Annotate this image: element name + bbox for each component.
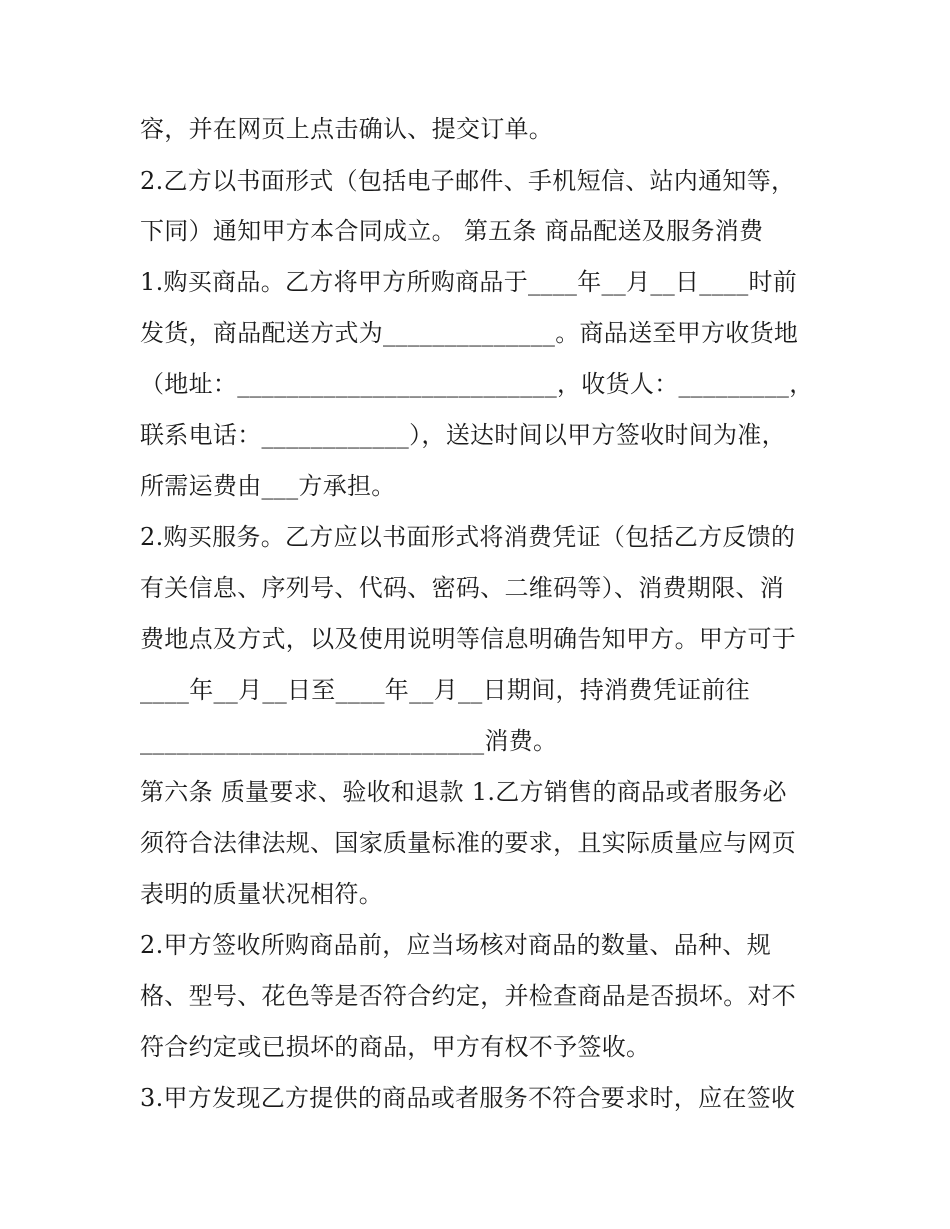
text-line-3: 下同）通知甲方本合同成立。 第五条 商品配送及服务消费 [140, 217, 764, 245]
text-line-10: 有关信息、序列号、代码、密码、二维码等）、消费期限、消 [140, 574, 785, 602]
text-line-18: 格、型号、花色等是否符合约定，并检查商品是否损坏。对不 [140, 982, 797, 1010]
text-line-7: 联系电话：____________），送达时间以甲方签收时间为准， [140, 421, 786, 449]
text-line-20: 3.甲方发现乙方提供的商品或者服务不符合要求时，应在签收 [140, 1084, 796, 1112]
text-line-16: 表明的质量状况相符。 [140, 880, 383, 908]
text-line-1: 容，并在网页上点击确认、提交订单。 [140, 115, 554, 143]
text-line-9: 2.购买服务。乙方应以书面形式将消费凭证（包括乙方反馈的 [140, 523, 796, 551]
text-line-19: 符合约定或已损坏的商品，甲方有权不予签收。 [140, 1033, 651, 1061]
text-line-15: 须符合法律法规、国家质量标准的要求，且实际质量应与网页 [140, 829, 797, 857]
text-line-6: （地址：__________________________，收货人：_________， [140, 370, 814, 398]
text-line-14: 第六条 质量要求、验收和退款 1.乙方销售的商品或者服务必 [140, 778, 787, 806]
text-line-12: ____年__月__日至____年__月__日期间，持消费凭证前往 [140, 676, 750, 704]
text-line-2: 2.乙方以书面形式（包括电子邮件、手机短信、站内通知等， [140, 167, 796, 195]
text-line-17: 2.甲方签收所购商品前，应当场核对商品的数量、品种、规 [140, 931, 771, 959]
text-line-4: 1.购买商品。乙方将甲方所购商品于____年__月__日____时前 [140, 268, 798, 296]
text-line-5: 发货，商品配送方式为______________。商品送至甲方收货地 [140, 319, 799, 347]
text-line-8: 所需运费由___方承担。 [140, 472, 396, 500]
text-line-13: ____________________________消费。 [140, 727, 558, 755]
text-line-11: 费地点及方式，以及使用说明等信息明确告知甲方。甲方可于 [140, 625, 797, 653]
